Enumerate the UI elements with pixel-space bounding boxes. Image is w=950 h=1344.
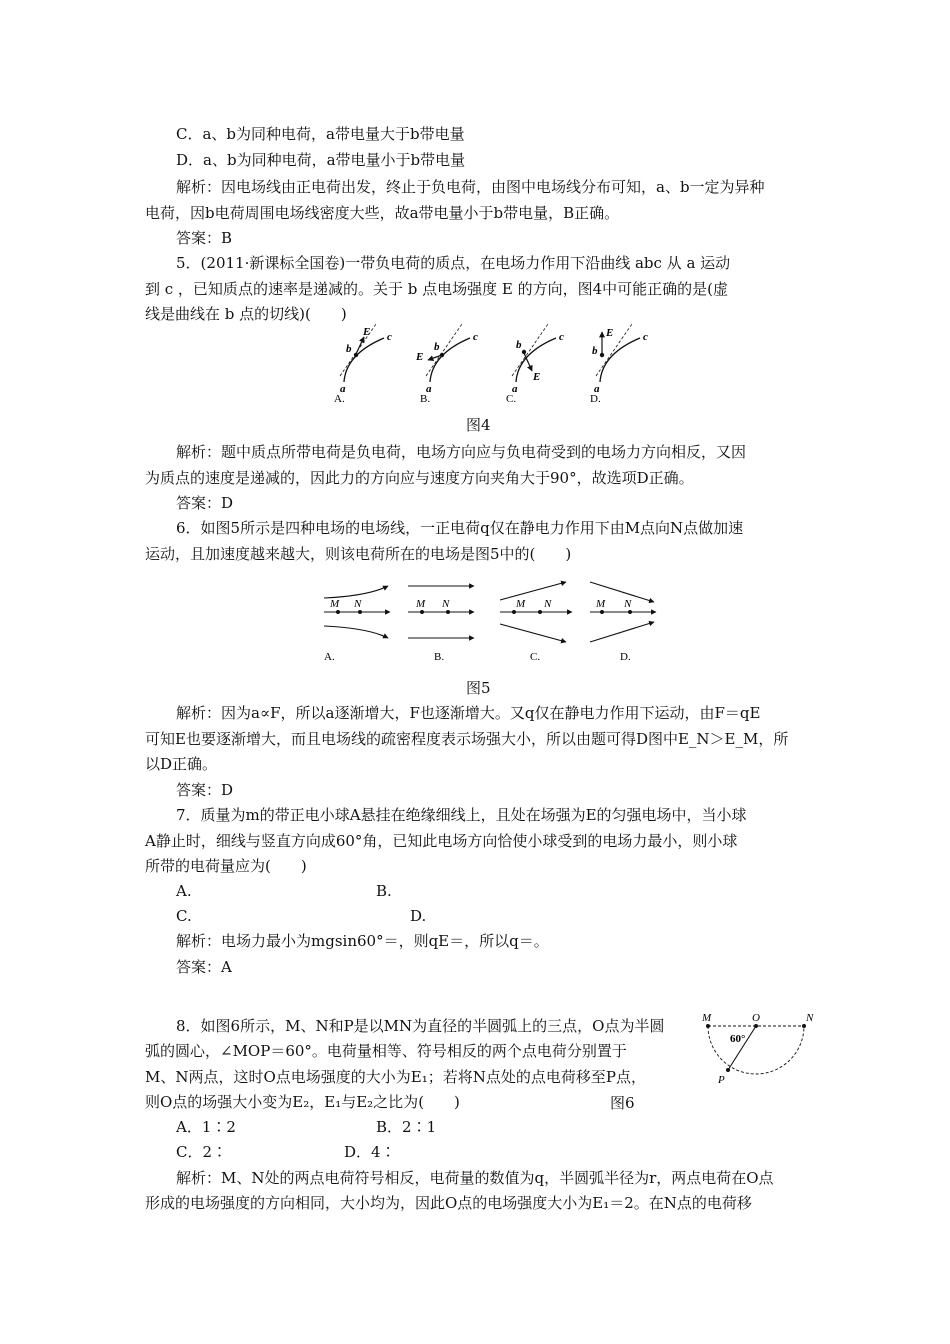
option-c: C．2∶	[176, 1143, 228, 1161]
text-line: 为质点的速度是递减的，因此力的方向应与速度方向夹角大于90°，故选项D正确。	[145, 469, 694, 487]
text-line: 所带的电荷量应为( )	[145, 857, 307, 875]
svg-text:M: M	[516, 598, 526, 610]
text-line: 6．如图5所示是四种电场的电场线，一正电荷q仅在静电力作用下由M点向N点做加速	[176, 519, 744, 537]
svg-text:b: b	[592, 345, 598, 357]
text-line: 7．质量为m的带正电小球A悬挂在绝缘细线上，且处在场强为E的匀强电场中，当小球	[176, 806, 747, 824]
svg-text:E: E	[606, 327, 614, 339]
text-line: 答案：D	[176, 781, 234, 799]
option-a: A.	[176, 882, 192, 900]
text-line: 解析：因为a∝F，所以a逐渐增大，F也逐渐增大。又q仅在静电力作用下运动，由F＝qE	[176, 704, 761, 722]
option-d: D．4∶	[344, 1143, 396, 1161]
svg-text:B.: B.	[434, 651, 445, 663]
text-line: 则O点的场强大小变为E₂，E₁与E₂之比为( )	[145, 1093, 460, 1111]
svg-text:c: c	[643, 331, 648, 343]
text-line: 到 c ，已知质点的速率是递减的。关于 b 点电场强度 E 的方向，图4中可能正确的是(虚	[145, 280, 728, 298]
svg-text:E: E	[416, 351, 424, 363]
figure-4-caption: 图4	[466, 416, 491, 434]
fig4-option-b	[415, 324, 478, 405]
text-line: A静止时，细线与竖直方向成60°角，已知此电场方向恰使小球受到的电场力最小，则小球	[145, 832, 738, 850]
figure-4	[330, 322, 660, 406]
svg-text:a: a	[426, 383, 432, 395]
svg-text:60°: 60°	[730, 1033, 746, 1045]
text-line: 答案：D	[176, 494, 234, 512]
text-line: 解析：M、N处的两点电荷符号相反，电荷量的数值为q，半圆弧半径为r，两点电荷在O点	[176, 1169, 774, 1187]
fig5-option-a	[324, 586, 390, 663]
figure-5-caption: 图5	[466, 679, 491, 697]
svg-text:c: c	[387, 331, 392, 343]
svg-text:C.: C.	[506, 393, 517, 405]
option-d: D.	[410, 907, 427, 925]
fig5-option-b	[408, 586, 474, 663]
svg-text:M: M	[416, 598, 426, 610]
svg-text:E: E	[533, 371, 541, 383]
fig4-option-c	[506, 324, 564, 405]
svg-text:M: M	[596, 598, 606, 610]
text-line: 答案：A	[176, 958, 232, 976]
figure-6-caption: 图6	[610, 1094, 635, 1112]
svg-text:b: b	[434, 341, 440, 353]
svg-text:N: N	[624, 598, 632, 610]
fig5-option-d	[590, 582, 656, 663]
text-line: 形成的电场强度的方向相同，大小均为，因此O点的电场强度大小为E₁＝2。在N点的电荷移	[145, 1194, 752, 1212]
svg-text:c: c	[473, 331, 478, 343]
text-line: 解析：题中质点所带电荷是负电荷，电场方向应与负电荷受到的电场力方向相反，又因	[176, 443, 747, 461]
text-line: M、N两点，这时O点电场强度的大小为E₁；若将N点处的点电荷移至P点，	[145, 1068, 646, 1086]
svg-text:A.: A.	[324, 651, 335, 663]
text-line: 5．(2011·新课标全国卷)一带负电荷的质点，在电场力作用下沿曲线 abc 从 a 运动	[176, 254, 731, 272]
svg-text:N: N	[544, 598, 552, 610]
fig5-option-c	[500, 582, 572, 663]
option-b: B.	[376, 882, 392, 900]
svg-text:N: N	[354, 598, 362, 610]
figure-6	[700, 1008, 818, 1090]
svg-text:C.: C.	[530, 651, 541, 663]
svg-text:c: c	[559, 331, 564, 343]
text-line: 解析：电场力最小为mgsin60°＝，则qE＝，所以q＝。	[176, 932, 549, 950]
svg-text:a: a	[340, 383, 346, 395]
text-line: 电荷，因b电荷周围电场线密度大些，故a带电量小于b带电量，B正确。	[145, 204, 620, 222]
svg-text:O: O	[752, 1012, 760, 1024]
svg-text:N: N	[806, 1012, 814, 1024]
text-line: 可知E也要逐渐增大，而且电场线的疏密程度表示场强大小，所以由题可得D图中E_N＞E_M，所	[145, 730, 789, 748]
fig4-option-a	[334, 324, 392, 405]
svg-text:E: E	[363, 326, 371, 338]
text-line: 8．如图6所示，M、N和P是以MN为直径的半圆弧上的三点，O点为半圆	[176, 1017, 665, 1035]
svg-text:P: P	[718, 1074, 725, 1086]
svg-text:D.: D.	[590, 393, 601, 405]
svg-text:A.: A.	[334, 393, 345, 405]
svg-text:D.: D.	[620, 651, 631, 663]
option-a: A．1∶2	[176, 1118, 236, 1136]
svg-text:b: b	[516, 339, 522, 351]
fig4-option-d	[590, 324, 648, 405]
text-line: C．a、b为同种电荷，a带电量大于b带电量	[176, 125, 465, 143]
option-b: B．2∶1	[376, 1118, 437, 1136]
svg-text:N: N	[442, 598, 450, 610]
figure-5	[318, 578, 668, 664]
svg-text:B.: B.	[420, 393, 431, 405]
text-line: 运动，且加速度越来越大，则该电荷所在的电场是图5中的( )	[145, 545, 572, 563]
svg-text:b: b	[346, 343, 352, 355]
svg-text:a: a	[594, 383, 600, 395]
svg-text:M: M	[702, 1012, 712, 1024]
text-line: 线是曲线在 b 点的切线)( )	[145, 305, 347, 323]
option-c: C.	[176, 907, 192, 925]
text-line: 以D正确。	[145, 755, 218, 773]
svg-text:M: M	[330, 598, 340, 610]
text-line: 解析：因电场线由正电荷出发，终止于负电荷，由图中电场线分布可知，a、b一定为异种	[176, 178, 765, 196]
text-line: 弧的圆心，∠MOP＝60°。电荷量相等、符号相反的两个点电荷分别置于	[145, 1042, 627, 1060]
text-line: 答案：B	[176, 229, 233, 247]
text-line: D．a、b为同种电荷，a带电量小于b带电量	[176, 151, 466, 169]
svg-text:a: a	[512, 383, 518, 395]
